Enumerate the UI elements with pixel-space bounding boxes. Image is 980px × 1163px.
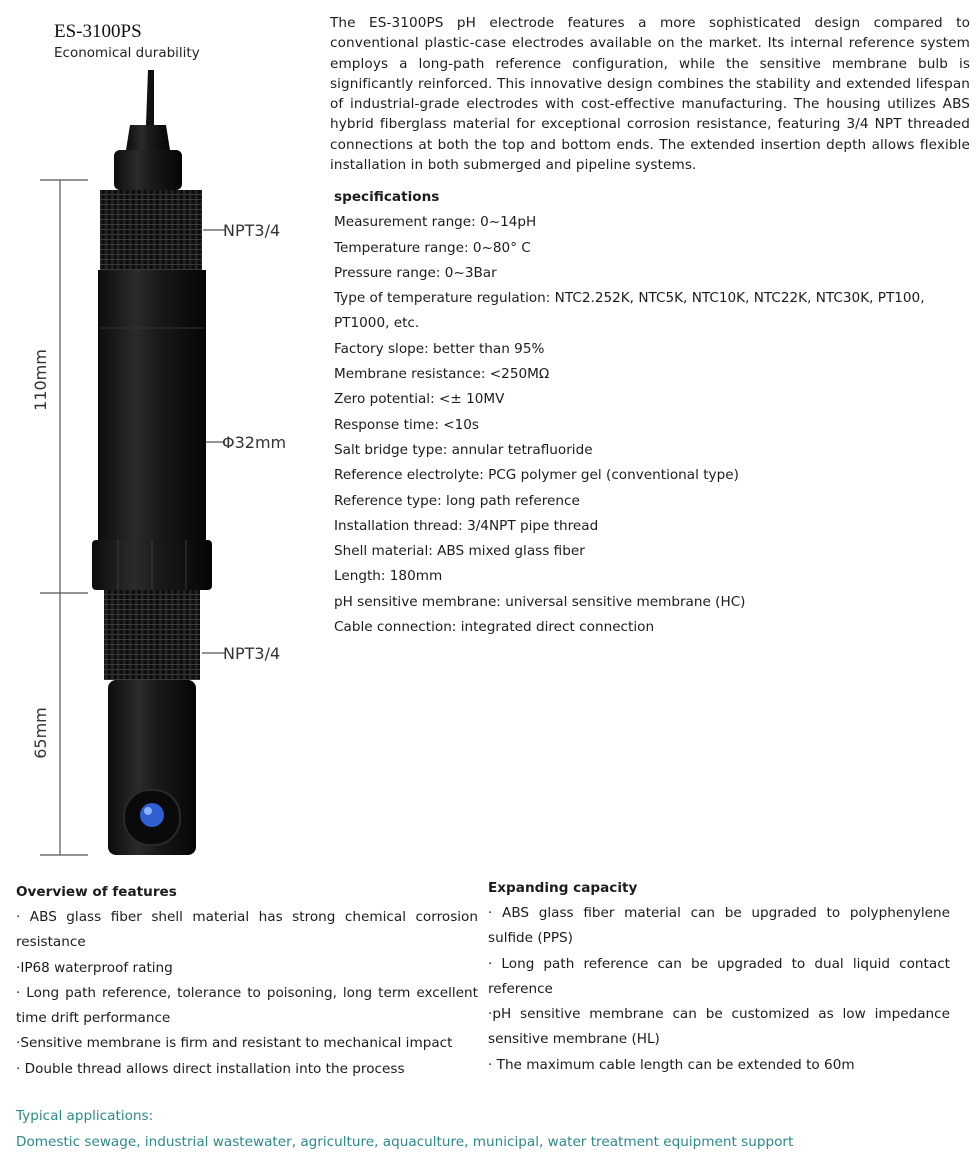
diameter-label: Φ32mm [222,433,287,452]
spec-temperature-range: Temperature range: 0~80° C [334,239,531,256]
features-section [16,880,478,1082]
bottom-thread [104,590,200,680]
expanding-item: ·pH sensitive membrane can be customized as low impedance sensitive membrane (HL) [488,1006,950,1048]
feature-item: · Double thread allows direct installation into the process [16,1060,405,1077]
top-thread [100,190,202,270]
spec-installation-thread: Installation thread: 3/4NPT pipe thread [334,517,599,534]
expanding-item: · ABS glass fiber material can be upgraded to polyphenylene sulfide (PPS) [488,905,950,947]
spec-membrane-resistance: Membrane resistance: <250MΩ [334,366,550,383]
specifications-list [334,185,980,640]
applications-heading: Typical applications: [16,1108,154,1124]
spec-reference-type: Reference type: long path reference [334,492,580,509]
spec-shell-material: Shell material: ABS mixed glass fiber [334,543,585,560]
expanding-section [488,876,950,1078]
electrode-drawing [20,70,320,870]
expanding-item: · The maximum cable length can be extended to 60m [488,1056,855,1073]
feature-item: · Long path reference, tolerance to poisoning, long term excellent time drift performance [16,984,478,1027]
length-lower-label: 65mm [31,707,50,759]
spec-zero-potential: Zero potential: <± 10MV [334,391,505,408]
feature-item: ·Sensitive membrane is firm and resistant to mechanical impact [16,1035,453,1052]
features-heading: Overview of features [16,884,177,900]
spec-temperature-regulation: Type of temperature regulation: NTC2.252K, NTC5K, NTC10K, NTC22K, NTC30K, PT100, PT1000, etc. [334,290,925,332]
product-title: ES-3100PS [54,21,142,42]
intro-paragraph: The ES-3100PS pH electrode features a more sophisticated design compared to conventional plastic-case electrodes available on the market. Its internal reference system employs a long-path reference configuration, while the sensitive membrane bulb is significantly reinforced. This innovative design combines the stability and extended lifespan of industrial-grade electrodes with cost-effective manufacturing. The housing utilizes ABS hybrid fiberglass material for exceptional corrosion resistance, featuring 3/4 NPT threaded connections at both the top and bottom ends. The extended insertion depth allows flexible installation in both submerged and pipeline systems. [330,15,970,174]
expanding-heading: Expanding capacity [488,880,638,896]
spec-factory-slope: Factory slope: better than 95% [334,340,545,357]
spec-response-time: Response time: <10s [334,416,479,433]
spec-salt-bridge: Salt bridge type: annular tetrafluoride [334,441,593,458]
membrane-bulb [140,803,164,827]
strain-relief [126,125,170,150]
thread-top-label: NPT3/4 [223,221,281,240]
spec-reference-electrolyte: Reference electrolyte: PCG polymer gel (conventional type) [334,467,739,484]
feature-item: ·IP68 waterproof rating [16,959,173,976]
spec-measurement-range: Measurement range: 0~14pH [334,214,537,231]
expanding-item: · Long path reference can be upgraded to dual liquid contact reference [488,955,950,997]
cable [146,70,154,125]
spec-cable-connection: Cable connection: integrated direct connection [334,619,655,636]
product-subtitle: Economical durability [54,45,200,61]
thread-bottom-label: NPT3/4 [223,644,281,663]
spec-sensitive-membrane: pH sensitive membrane: universal sensitive membrane (HC) [334,593,746,610]
specifications-heading: specifications [334,189,440,205]
electrode-body [98,270,206,540]
applications-text: Domestic sewage, industrial wastewater, agriculture, aquaculture, municipal, water treatment equipment support [16,1134,794,1150]
spec-pressure-range: Pressure range: 0~3Bar [334,264,497,281]
spec-length: Length: 180mm [334,568,443,585]
feature-item: · ABS glass fiber shell material has strong chemical corrosion resistance [16,909,478,951]
length-upper-label: 110mm [31,349,50,411]
cap [114,150,182,190]
